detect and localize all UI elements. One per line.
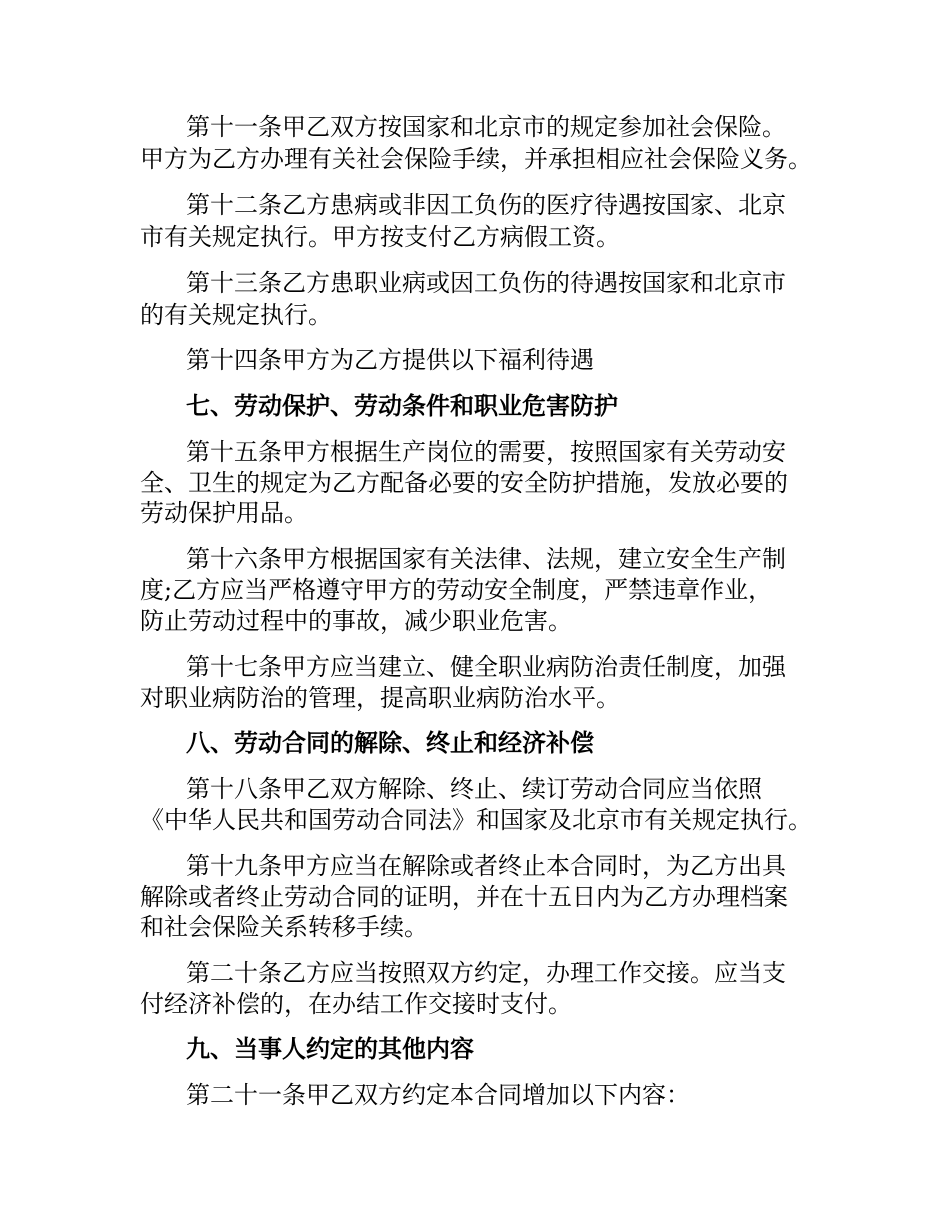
article-13-line-2: 的有关规定执行。 (140, 301, 332, 329)
article-19-line-2: 解除或者终止劳动合同的证明，并在十五日内为乙方办理档案 (140, 883, 788, 911)
article-20-line-1: 第二十条乙方应当按照双方约定，办理工作交接。应当支 (186, 959, 786, 987)
article-14-line-1: 第十四条甲方为乙方提供以下福利待遇 (186, 346, 594, 374)
article-18-line-1: 第十八条甲乙双方解除、终止、续订劳动合同应当依照 (186, 775, 762, 803)
article-17-line-1: 第十七条甲方应当建立、健全职业病防治责任制度，加强 (186, 653, 786, 681)
article-19-line-3: 和社会保险关系转移手续。 (140, 913, 428, 941)
article-11-line-2: 甲方为乙方办理有关社会保险手续，并承担相应社会保险义务。 (140, 145, 812, 173)
section-7-heading: 七、劳动保护、劳动条件和职业危害防护 (186, 392, 618, 420)
article-16-line-3: 防止劳动过程中的事故，减少职业危害。 (140, 607, 572, 635)
article-11-line-1: 第十一条甲乙双方按国家和北京市的规定参加社会保险。 (186, 113, 786, 141)
article-12-line-1: 第十二条乙方患病或非因工负伤的医疗待遇按国家、北京 (186, 191, 786, 219)
article-17-line-2: 对职业病防治的管理，提高职业病防治水平。 (140, 684, 620, 712)
article-15-line-1: 第十五条甲方根据生产岗位的需要，按照国家有关劳动安 (186, 438, 786, 466)
article-15-line-3: 劳动保护用品。 (140, 499, 308, 527)
article-15-line-2: 全、卫生的规定为乙方配备必要的安全防护措施，发放必要的 (140, 469, 788, 497)
article-20-line-2: 付经济补偿的，在办结工作交接时支付。 (140, 990, 572, 1018)
article-16-line-1: 第十六条甲方根据国家有关法律、法规，建立安全生产制 (186, 545, 786, 573)
article-12-line-2: 市有关规定执行。甲方按支付乙方病假工资。 (140, 223, 620, 251)
article-21-line-1: 第二十一条甲乙双方约定本合同增加以下内容： (186, 1081, 690, 1109)
article-13-line-1: 第十三条乙方患职业病或因工负伤的待遇按国家和北京市 (186, 269, 786, 297)
article-18-line-2: 《中华人民共和国劳动合同法》和国家及北京市有关规定执行。 (140, 806, 812, 834)
section-8-heading: 八、劳动合同的解除、终止和经济补偿 (186, 729, 594, 757)
article-19-line-1: 第十九条甲方应当在解除或者终止本合同时，为乙方出具 (186, 852, 786, 880)
article-16-line-2: 度;乙方应当严格遵守甲方的劳动安全制度，严禁违章作业， (140, 576, 773, 604)
section-9-heading: 九、当事人约定的其他内容 (186, 1035, 474, 1063)
